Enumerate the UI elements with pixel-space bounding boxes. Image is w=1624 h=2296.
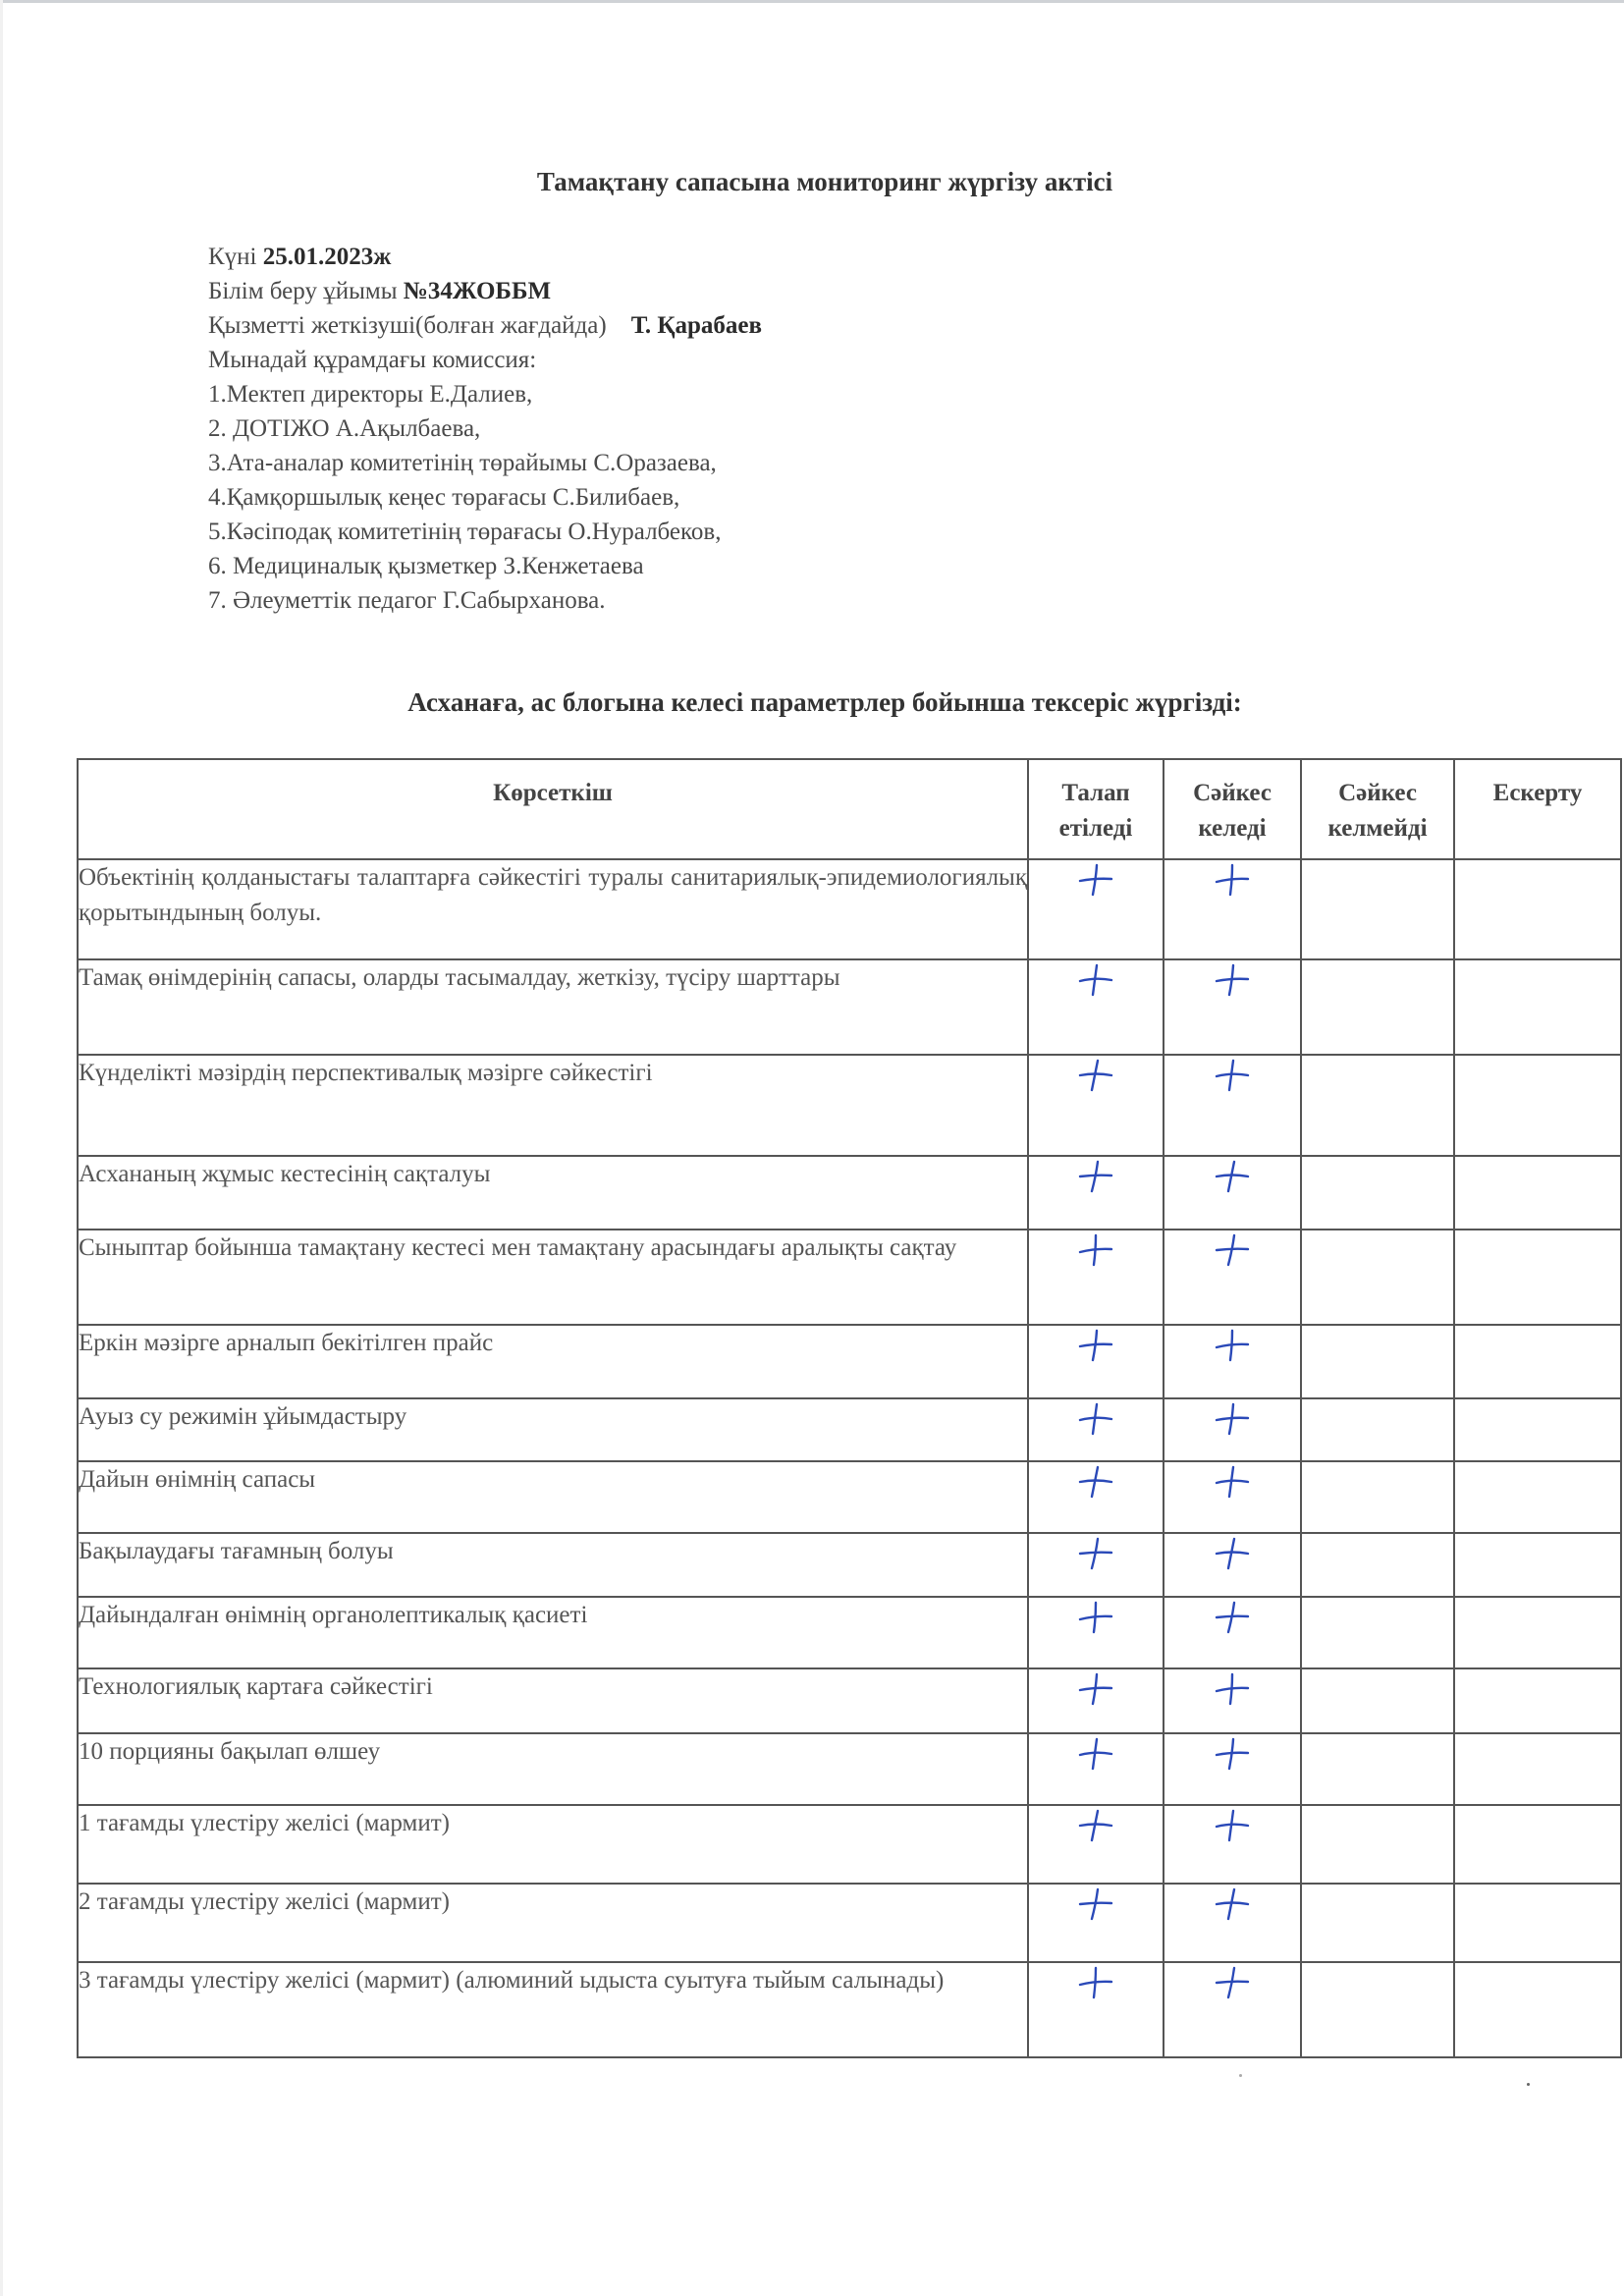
- table-row: [78, 1533, 1621, 1597]
- required-cell: [1028, 1055, 1164, 1156]
- non-compliant-cell: [1301, 1325, 1454, 1398]
- note-cell: [1454, 1230, 1621, 1325]
- non-compliant-cell: [1301, 1733, 1454, 1805]
- note-cell: [1454, 959, 1621, 1055]
- handwritten-plus-mark: [1074, 1326, 1117, 1365]
- indicator-cell: Технологиялық картаға сәйкестігі: [78, 1668, 1028, 1733]
- commission-label: Мынадай құрамдағы комиссия:: [208, 347, 537, 373]
- handwritten-plus-mark: [1211, 1885, 1254, 1924]
- indicator-cell: Объектінің қолданыстағы талаптарға сәйкестігі туралы санитариялық-эпидемиологиялық қорытындының болуы.: [78, 859, 1028, 959]
- required-cell: [1028, 1325, 1164, 1398]
- table-row: [78, 1884, 1621, 1962]
- required-cell: [1028, 859, 1164, 959]
- supplier-label: Қызметті жеткізуші(болған жағдайда): [208, 312, 607, 339]
- note-cell: [1454, 1668, 1621, 1733]
- non-compliant-cell: [1301, 1597, 1454, 1668]
- handwritten-plus-mark: [1074, 1885, 1117, 1924]
- handwritten-plus-mark: [1074, 1534, 1117, 1573]
- compliant-cell: [1164, 1533, 1301, 1597]
- handwritten-plus-mark: [1074, 1157, 1117, 1196]
- indicator-cell: Ауыз су режимін ұйымдастыру: [78, 1398, 1028, 1461]
- handwritten-plus-mark: [1074, 1963, 1117, 2002]
- note-cell: [1454, 1055, 1621, 1156]
- table-row: [78, 959, 1621, 1055]
- inspection-subtitle: Асханаға, ас блогына келесі параметрлер бойынша тексеріс жүргізді:: [407, 687, 1242, 717]
- indicator-cell: Еркін мәзірге арналып бекітілген прайс: [78, 1325, 1028, 1398]
- required-cell: [1028, 1398, 1164, 1461]
- compliant-cell: [1164, 1055, 1301, 1156]
- org-label: Білім беру ұйымы: [208, 278, 398, 304]
- note-cell: [1454, 1461, 1621, 1533]
- table-row: [78, 1597, 1621, 1668]
- handwritten-plus-mark: [1074, 1598, 1117, 1637]
- non-compliant-cell: [1301, 1461, 1454, 1533]
- indicator-cell: Тамақ өнімдерінің сапасы, оларды тасымалдау, жеткізу, түсіру шарттары: [78, 959, 1028, 1055]
- table-row: [78, 1461, 1621, 1533]
- header-non-compliant: Сәйкес келмейді: [1301, 759, 1454, 859]
- commission-member: 3.Ата-аналар комитетінің төрайымы С.Оразаева,: [208, 450, 717, 476]
- supplier-value: Т. Қарабаев: [630, 312, 763, 339]
- table-row: [78, 859, 1621, 959]
- scan-speck: [1239, 2074, 1242, 2077]
- handwritten-plus-mark: [1074, 1056, 1117, 1095]
- commission-member: 6. Медициналық қызметкер З.Кенжетаева: [208, 553, 644, 579]
- commission-member: 5.Кәсіподақ комитетінің төрағасы О.Нуралбеков,: [208, 519, 722, 545]
- compliant-cell: [1164, 1325, 1301, 1398]
- handwritten-plus-mark: [1211, 960, 1254, 1000]
- compliant-cell: [1164, 1230, 1301, 1325]
- handwritten-plus-mark: [1211, 1669, 1254, 1709]
- indicator-cell: 1 тағамды үлестіру желісі (мармит): [78, 1805, 1028, 1884]
- non-compliant-cell: [1301, 959, 1454, 1055]
- compliant-cell: [1164, 1398, 1301, 1461]
- compliant-cell: [1164, 1597, 1301, 1668]
- indicator-cell: 2 тағамды үлестіру желісі (мармит): [78, 1884, 1028, 1962]
- non-compliant-cell: [1301, 1533, 1454, 1597]
- table-row: [78, 1805, 1621, 1884]
- commission-member: 2. ДОТІЖО А.Ақылбаева,: [208, 415, 481, 442]
- document-title: Тамақтану сапасына мониторинг жүргізу актісі: [536, 167, 1113, 196]
- note-cell: [1454, 1962, 1621, 2057]
- header-note: Ескерту: [1454, 759, 1621, 859]
- org-value: №34ЖОББМ: [403, 278, 552, 304]
- handwritten-plus-mark: [1074, 1230, 1117, 1270]
- compliant-cell: [1164, 1884, 1301, 1962]
- handwritten-plus-mark: [1211, 1734, 1254, 1774]
- compliant-cell: [1164, 959, 1301, 1055]
- non-compliant-cell: [1301, 1805, 1454, 1884]
- handwritten-plus-mark: [1074, 1462, 1117, 1502]
- handwritten-plus-mark: [1074, 1734, 1117, 1774]
- date-value: 25.01.2023ж: [262, 244, 392, 270]
- table-row: [78, 1156, 1621, 1230]
- required-cell: [1028, 1597, 1164, 1668]
- handwritten-plus-mark: [1074, 1399, 1117, 1439]
- indicator-cell: Дайын өнімнің сапасы: [78, 1461, 1028, 1533]
- required-cell: [1028, 1230, 1164, 1325]
- commission-member: 4.Қамқоршылық кеңес төрағасы С.Билибаев,: [208, 484, 680, 511]
- non-compliant-cell: [1301, 1962, 1454, 2057]
- required-cell: [1028, 1733, 1164, 1805]
- required-cell: [1028, 1156, 1164, 1230]
- compliant-cell: [1164, 859, 1301, 959]
- indicator-cell: Сыныптар бойынша тамақтану кестесі мен тамақтану арасындағы аралықты сақтау: [78, 1230, 1028, 1325]
- handwritten-plus-mark: [1211, 860, 1254, 900]
- table-row: [78, 1055, 1621, 1156]
- scan-speck: [1527, 2083, 1530, 2086]
- indicator-cell: 10 порцияны бақылап өлшеу: [78, 1733, 1028, 1805]
- handwritten-plus-mark: [1074, 960, 1117, 1000]
- table-row: [78, 1230, 1621, 1325]
- act-info-block: [208, 240, 762, 618]
- non-compliant-cell: [1301, 1398, 1454, 1461]
- supplier-line: [208, 308, 762, 343]
- scan-edge: [0, 0, 1624, 3]
- compliant-cell: [1164, 1461, 1301, 1533]
- indicator-cell: Асхананың жұмыс кестесінің сақталуы: [78, 1156, 1028, 1230]
- non-compliant-cell: [1301, 1230, 1454, 1325]
- handwritten-plus-mark: [1211, 1157, 1254, 1196]
- compliant-cell: [1164, 1668, 1301, 1733]
- handwritten-plus-mark: [1074, 1806, 1117, 1845]
- note-cell: [1454, 1597, 1621, 1668]
- handwritten-plus-mark: [1211, 1326, 1254, 1365]
- table-row: [78, 1325, 1621, 1398]
- note-cell: [1454, 859, 1621, 959]
- indicator-cell: Бақылаудағы тағамның болуы: [78, 1533, 1028, 1597]
- date-line: [208, 240, 762, 274]
- required-cell: [1028, 959, 1164, 1055]
- table-header-row: [78, 759, 1621, 859]
- table-row: [78, 1733, 1621, 1805]
- handwritten-plus-mark: [1211, 1963, 1254, 2002]
- table-row: [78, 1962, 1621, 2057]
- handwritten-plus-mark: [1211, 1806, 1254, 1845]
- note-cell: [1454, 1884, 1621, 1962]
- required-cell: [1028, 1884, 1164, 1962]
- handwritten-plus-mark: [1211, 1230, 1254, 1270]
- non-compliant-cell: [1301, 1884, 1454, 1962]
- non-compliant-cell: [1301, 1668, 1454, 1733]
- date-label: Күні: [208, 244, 257, 270]
- note-cell: [1454, 1156, 1621, 1230]
- table-body: [78, 859, 1621, 2057]
- compliant-cell: [1164, 1156, 1301, 1230]
- inspection-table: [77, 758, 1622, 2058]
- handwritten-plus-mark: [1211, 1399, 1254, 1439]
- compliant-cell: [1164, 1805, 1301, 1884]
- required-cell: [1028, 1461, 1164, 1533]
- handwritten-plus-mark: [1074, 860, 1117, 900]
- commission-member: 7. Әлеуметтік педагог Г.Сабырханова.: [208, 587, 606, 614]
- note-cell: [1454, 1805, 1621, 1884]
- header-indicator: Көрсеткіш: [78, 759, 1028, 859]
- header-compliant: Сәйкес келеді: [1164, 759, 1301, 859]
- handwritten-plus-mark: [1211, 1598, 1254, 1637]
- commission-member: 1.Мектеп директоры Е.Далиев,: [208, 381, 533, 408]
- non-compliant-cell: [1301, 1055, 1454, 1156]
- table-row: [78, 1398, 1621, 1461]
- org-line: [208, 274, 762, 308]
- indicator-cell: Күнделікті мәзірдің перспективалық мәзірге сәйкестігі: [78, 1055, 1028, 1156]
- required-cell: [1028, 1668, 1164, 1733]
- compliant-cell: [1164, 1962, 1301, 2057]
- required-cell: [1028, 1962, 1164, 2057]
- note-cell: [1454, 1325, 1621, 1398]
- required-cell: [1028, 1805, 1164, 1884]
- non-compliant-cell: [1301, 859, 1454, 959]
- header-required: Талап етіледі: [1028, 759, 1164, 859]
- table-row: [78, 1668, 1621, 1733]
- compliant-cell: [1164, 1733, 1301, 1805]
- handwritten-plus-mark: [1211, 1462, 1254, 1502]
- handwritten-plus-mark: [1211, 1534, 1254, 1573]
- handwritten-plus-mark: [1074, 1669, 1117, 1709]
- indicator-cell: 3 тағамды үлестіру желісі (мармит) (алюминий ыдыста суытуға тыйым салынады): [78, 1962, 1028, 2057]
- non-compliant-cell: [1301, 1156, 1454, 1230]
- scan-edge-left: [0, 0, 3, 2296]
- required-cell: [1028, 1533, 1164, 1597]
- indicator-cell: Дайындалған өнімнің органолептикалық қасиеті: [78, 1597, 1028, 1668]
- note-cell: [1454, 1398, 1621, 1461]
- handwritten-plus-mark: [1211, 1056, 1254, 1095]
- note-cell: [1454, 1533, 1621, 1597]
- note-cell: [1454, 1733, 1621, 1805]
